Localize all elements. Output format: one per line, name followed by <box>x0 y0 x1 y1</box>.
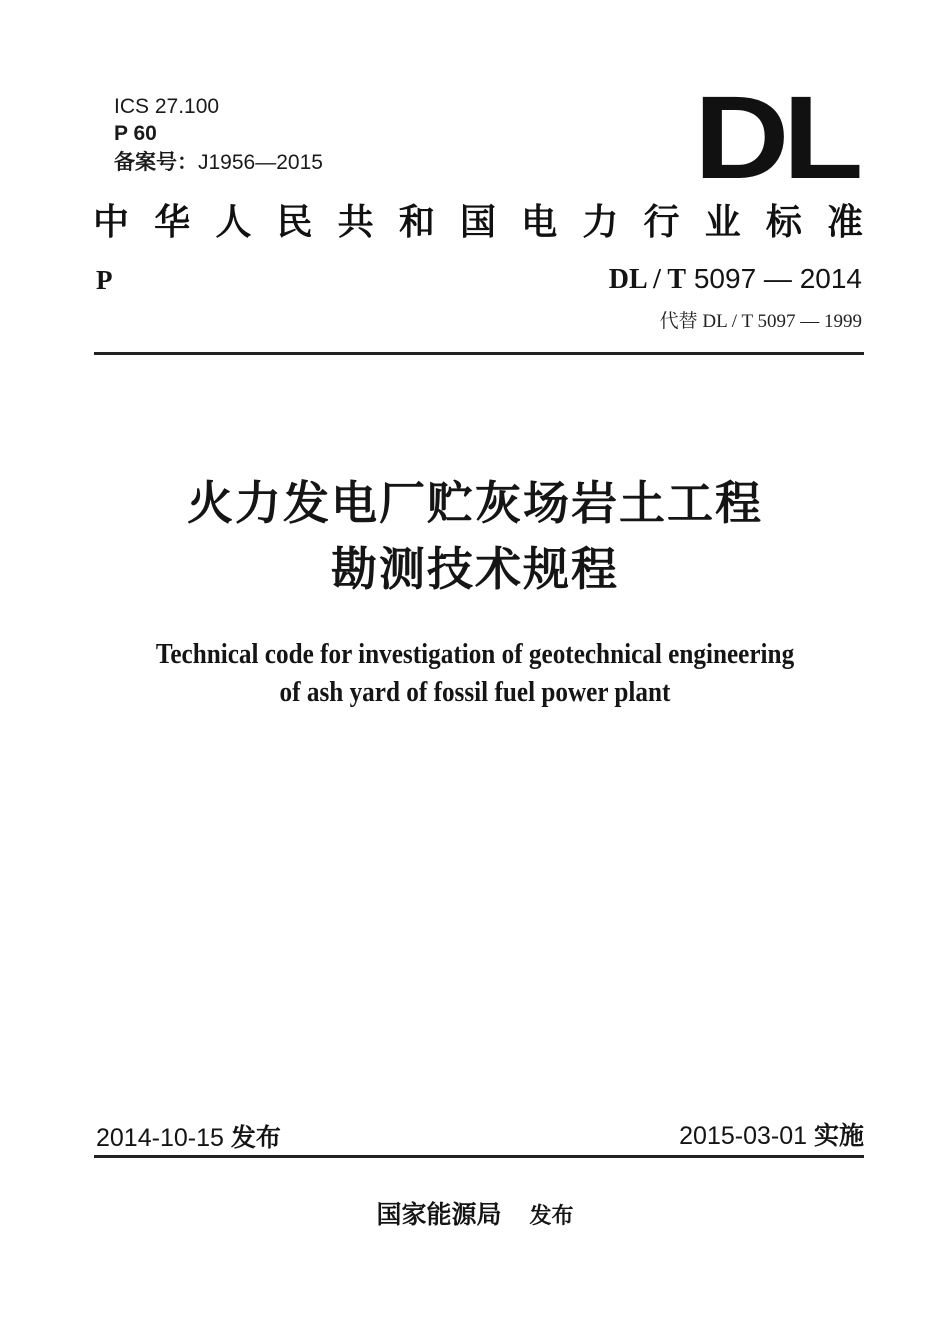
issuer-action: 发布 <box>529 1204 574 1229</box>
replaces-standard: 代替 DL / T 5097 — 1999 <box>659 311 862 332</box>
standard-number <box>609 263 862 296</box>
publish-label: 发布 <box>230 1123 281 1152</box>
industry-standard-title: 中华人民共和国电力行业标准 <box>93 201 863 243</box>
effective-date: 2015-03-01 <box>679 1122 808 1150</box>
issuer-name: 国家能源局 <box>376 1200 502 1229</box>
dl-logo: DL <box>694 72 857 204</box>
header-divider <box>94 352 864 355</box>
english-title-line2: of ash yard of fossil fuel power plant <box>279 677 671 708</box>
issuer-line <box>0 1195 950 1231</box>
english-title <box>48 636 903 712</box>
record-number <box>114 150 323 176</box>
effective-label: 实施 <box>813 1121 864 1150</box>
record-label: 备案号： <box>114 151 198 174</box>
chinese-title-line1: 火力发电厂贮灰场岩土工程 <box>187 476 763 530</box>
chinese-title-line2: 勘测技术规程 <box>331 542 619 596</box>
standard-code: 5097 — 2014 <box>693 263 862 294</box>
ccs-value: P 60 <box>114 122 157 145</box>
english-title-line1: Technical code for investigation of geotechnical engineering <box>155 639 795 670</box>
ccs-code <box>114 121 157 147</box>
effective-info <box>679 1116 864 1152</box>
chinese-title <box>0 470 950 602</box>
publish-info <box>96 1118 281 1154</box>
ics-value: ICS 27.100 <box>114 95 220 118</box>
footer-divider <box>94 1155 864 1158</box>
standard-prefix: DL / T <box>608 264 687 295</box>
ics-code <box>114 94 219 120</box>
record-value: J1956—2015 <box>198 151 323 174</box>
classification-letter: P <box>96 265 113 295</box>
publish-date: 2014-10-15 <box>96 1124 224 1152</box>
